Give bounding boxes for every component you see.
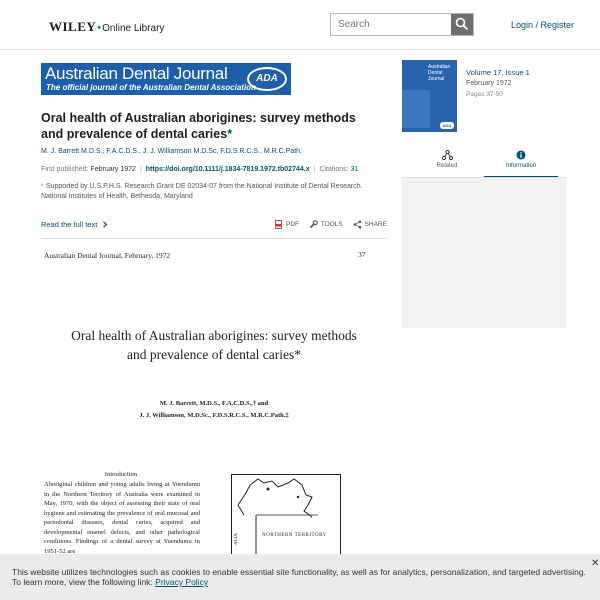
- tab-information-label: Information: [505, 163, 536, 169]
- pdf-icon: [275, 220, 283, 229]
- tab-related[interactable]: [410, 150, 484, 178]
- scan-author-line1: M. J. Barrett, M.D.S., F.A.C.D.S.,† and: [159, 400, 269, 407]
- tab-related-label: Related: [436, 163, 458, 169]
- cover-badge: ADA: [440, 122, 454, 129]
- tools-label: TOOLS: [320, 221, 343, 228]
- wiley-logo[interactable]: [49, 19, 164, 35]
- content-divider: [41, 238, 387, 239]
- banner-title: Australian Dental Journal: [45, 64, 228, 83]
- footnote-text: Supported by U.S.P.H.S. Research Grant DE 02034-07 from the National Institute of Dental Research. National Institutes of Health, Bethesda, Maryland: [41, 183, 363, 200]
- issue-date: February 1972: [466, 80, 512, 87]
- title-footnote-mark[interactable]: *: [227, 127, 233, 141]
- chevron-right-icon: [102, 221, 108, 228]
- scan-intro-text: Aboriginal children and young adults living at Yuendumu in the Northern Territory of Australia were examined in May, 1970, with the object of assessing their state of oral hygiene and estimating the prevalence of oral mucosal and periodontal diseases, dental caries, acquired and developmental enamel defects, and other pathological conditions. Findings of a dental survey at Yuendumu in 1951-52 are: [44, 481, 200, 555]
- map-label-territory: NORTHERN TERRITORY: [262, 533, 327, 538]
- share-button[interactable]: [353, 220, 387, 229]
- article-title: [41, 110, 381, 142]
- doi-link[interactable]: https://doi.org/10.1111/j.1834-7819.1972.tb02744.x: [145, 166, 310, 173]
- read-full-text-label: Read the full text: [41, 220, 98, 229]
- pdf-button[interactable]: [275, 220, 299, 229]
- banner-subtitle: The official journal of the Australian Dental Association: [46, 83, 256, 92]
- publication-info: First published: February 1972 | https://doi.org/10.1111/j.1834-7819.1972.tb02744.x | Citations: 31: [41, 166, 359, 173]
- cover-panel: [402, 90, 430, 128]
- first-published-value: February 1972: [90, 166, 136, 173]
- scan-title-line1: Oral health of Australian aborigines: survey methods: [71, 328, 357, 343]
- ada-logo: ADA: [247, 67, 287, 91]
- read-full-text-link[interactable]: [41, 220, 108, 229]
- search-box: [330, 13, 474, 36]
- scan-intro-heading: Introduction: [104, 471, 138, 478]
- footnote: [41, 182, 381, 202]
- volume-issue-link[interactable]: Volume 17, Issue 1: [466, 68, 530, 77]
- first-published-label: First published:: [41, 166, 89, 173]
- cookie-banner: [0, 554, 600, 600]
- scan-running-head: Australian Dental Journal, February, 1972: [44, 251, 171, 260]
- cookie-message: [12, 567, 587, 587]
- cookie-text: This website utilizes technologies such as cookies to enable essential site functionality, as well as for analytics, personalization, and targeted advertising. To learn more, view the following link:: [12, 567, 586, 587]
- site-header: [0, 0, 600, 50]
- close-icon[interactable]: ✕: [591, 558, 600, 569]
- tab-information[interactable]: [484, 150, 558, 178]
- share-label: SHARE: [364, 221, 387, 228]
- brand-wiley: WILEY: [49, 19, 97, 34]
- footnote-mark: *: [41, 184, 43, 190]
- tools-button[interactable]: [309, 220, 343, 229]
- wrench-icon: [309, 220, 318, 229]
- privacy-policy-link[interactable]: Privacy Policy: [155, 577, 209, 587]
- map-label-side: ALIA: [234, 533, 239, 545]
- scan-page-number: 37: [358, 250, 366, 259]
- information-panel: [402, 178, 566, 328]
- author-list[interactable]: M. J. Barrett M.D.S., F.A.C.D.S., J. J. Williamson M.D.Sc, F.D.S.R.C.S., M.R.C.Path.: [41, 148, 302, 155]
- journal-cover[interactable]: [402, 60, 457, 132]
- search-icon: [455, 17, 469, 31]
- scan-author-line2: J. J. Williamson, M.D.Sc., F.D.S.R.C.S., M.R.C.Path.‡: [139, 412, 289, 419]
- network-icon: [442, 150, 453, 160]
- citations-count[interactable]: 31: [350, 166, 359, 173]
- brand-separator: •: [97, 22, 102, 34]
- pdf-label: PDF: [286, 221, 299, 228]
- issue-pages: Pages 37-50: [466, 91, 503, 98]
- search-button[interactable]: [451, 14, 473, 35]
- info-icon: [516, 150, 526, 160]
- article-tools: [275, 220, 395, 231]
- journal-banner[interactable]: [41, 63, 291, 95]
- share-icon: [353, 220, 362, 229]
- search-input[interactable]: [331, 14, 452, 35]
- scan-title: [41, 326, 387, 364]
- scan-authors: [41, 398, 387, 422]
- cover-title: Australian Dental Journal: [428, 64, 451, 82]
- login-register-link[interactable]: Login / Register: [511, 20, 575, 30]
- brand-suffix: Online Library: [102, 23, 165, 34]
- first-page-preview: [41, 240, 387, 600]
- citations-label: Citations:: [319, 166, 349, 173]
- article-title-text: Oral health of Australian aborigines: survey methods and prevalence of dental caries: [41, 111, 356, 141]
- scan-title-line2: and prevalence of dental caries*: [127, 347, 301, 362]
